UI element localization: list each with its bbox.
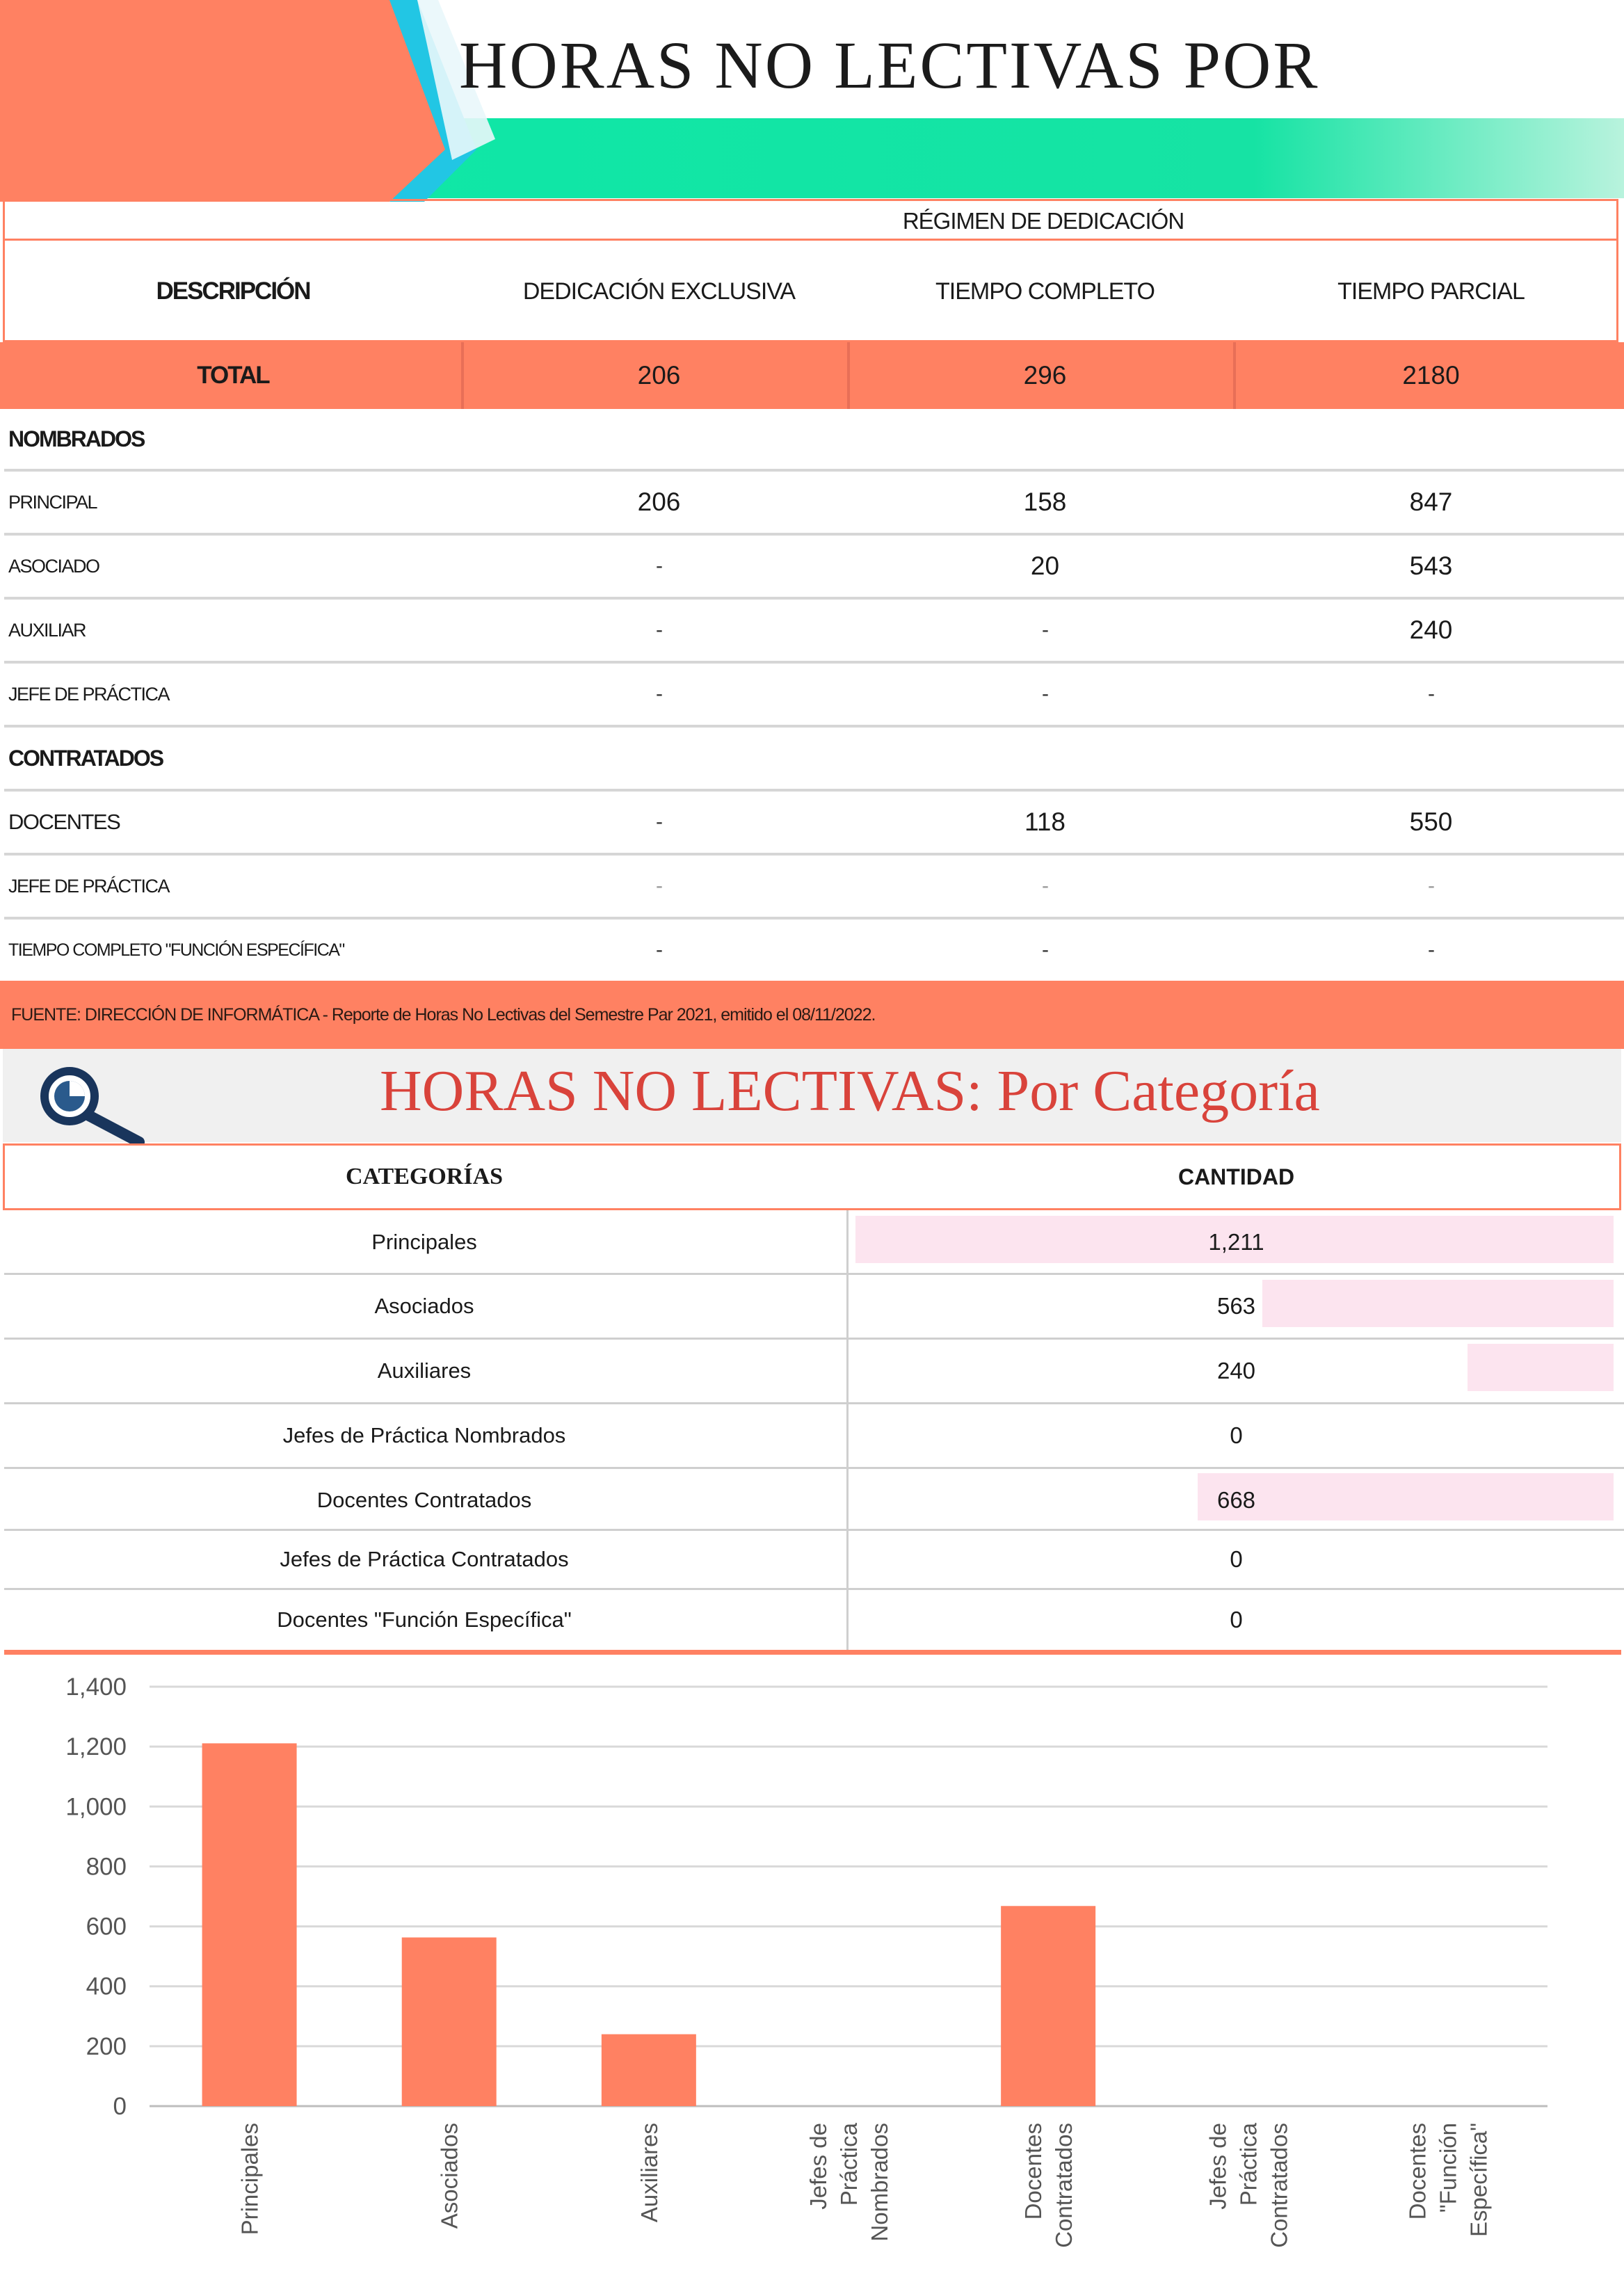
x-tick-label: "Función (1435, 2123, 1461, 2213)
category-label: Jefes de Práctica Nombrados (282, 1423, 566, 1447)
category-value: 563 (1216, 1293, 1256, 1319)
x-tick-label: Jefes de (805, 2123, 831, 2210)
x-tick-label: Práctica (836, 2123, 862, 2206)
x-tick-label: Contratados (1266, 2123, 1292, 2248)
row-value: - (1042, 874, 1048, 897)
row-value: - (656, 938, 662, 961)
col-categorias: CATEGORÍAS (345, 1164, 504, 1189)
col-tiempo-completo: TIEMPO COMPLETO (935, 278, 1155, 305)
col-tiempo-parcial: TIEMPO PARCIAL (1337, 278, 1525, 305)
category-label: Docentes "Función Específica" (277, 1607, 572, 1632)
total-label: TOTAL (197, 362, 269, 389)
x-tick-label: Jefes de (1205, 2123, 1231, 2210)
row-value: 118 (1024, 808, 1066, 836)
bar (402, 1938, 497, 2106)
y-tick-label: 800 (86, 1853, 127, 1881)
x-tick-label: Nombrados (867, 2123, 892, 2242)
category-value: 0 (1230, 1422, 1243, 1448)
x-tick-label: Auxiliares (636, 2123, 662, 2223)
regimen-header: RÉGIMEN DE DEDICACIÓN (902, 208, 1184, 234)
row-value: - (1428, 874, 1434, 897)
x-tick-label: Principales (236, 2123, 263, 2235)
chart-top-border (4, 1650, 1621, 1655)
category-value: 0 (1230, 1607, 1243, 1632)
search-icon (28, 1060, 146, 1143)
section2-title: HORAS NO LECTIVAS: Por Categoría (380, 1059, 1320, 1123)
row-divider (4, 725, 1624, 728)
row-value: - (656, 682, 662, 705)
row-value: - (1428, 682, 1434, 705)
row-value: - (1042, 618, 1048, 641)
row-label: ASOCIADO (8, 555, 99, 577)
page-title: HORAS NO LECTIVAS POR (459, 28, 1320, 102)
row-label: AUXILIAR (8, 619, 86, 641)
y-tick-label: 200 (86, 2032, 127, 2060)
category-value: 0 (1230, 1546, 1243, 1572)
category-value: 240 (1216, 1358, 1256, 1383)
row-value: 20 (1030, 552, 1060, 580)
row-value: 158 (1023, 488, 1067, 516)
bar-chart (0, 1655, 1624, 2296)
y-tick-label: 1,400 (65, 1673, 127, 1701)
row-label: DOCENTES (8, 810, 120, 834)
category-label: Jefes de Práctica Contratados (280, 1547, 569, 1571)
row-value: - (1042, 938, 1048, 961)
x-tick-label: Contratados (1051, 2123, 1077, 2248)
source-note: FUENTE: DIRECCIÓN DE INFORMÁTICA - Reporte de Horas No Lectivas del Semestre Par 2021, emitido el 08/11/2022. (11, 1004, 876, 1025)
col-descripcion: DESCRIPCIÓN (156, 278, 310, 305)
section-contratados: CONTRATADOS (8, 745, 163, 771)
col-dedicacion-exclusiva: DEDICACIÓN EXCLUSIVA (522, 278, 796, 305)
category-label: Principales (371, 1230, 477, 1254)
section-nombrados: NOMBRADOS (8, 426, 145, 451)
row-value: - (656, 554, 662, 577)
row-value: - (656, 874, 662, 897)
row-value: - (656, 618, 662, 641)
x-tick-label: Específica" (1465, 2123, 1492, 2237)
row-value: 206 (637, 488, 681, 516)
bar (1001, 1906, 1095, 2106)
bar (602, 2034, 696, 2106)
category-value: 1,211 (1208, 1229, 1264, 1255)
bar (202, 1743, 297, 2106)
row-label: TIEMPO COMPLETO "FUNCIÓN ESPECÍFICA" (8, 940, 344, 960)
row-value: - (1042, 682, 1048, 705)
category-label: Docentes Contratados (316, 1488, 532, 1512)
row-value: 847 (1409, 488, 1453, 516)
y-tick-label: 0 (113, 2093, 127, 2120)
row-value: - (656, 810, 662, 833)
total-value: 296 (1023, 361, 1067, 390)
row-label: JEFE DE PRÁCTICA (8, 683, 170, 705)
category-value: 668 (1216, 1487, 1256, 1513)
total-value: 2180 (1402, 361, 1460, 390)
x-tick-label: Práctica (1235, 2123, 1262, 2206)
total-value: 206 (637, 361, 681, 390)
y-tick-label: 600 (86, 1913, 127, 1941)
y-tick-label: 1,000 (65, 1793, 127, 1821)
y-tick-label: 400 (86, 1973, 127, 2000)
row-value: - (1428, 938, 1434, 961)
category-label: Asociados (374, 1294, 474, 1318)
x-tick-label: Asociados (436, 2123, 463, 2229)
category-label: Auxiliares (377, 1358, 472, 1383)
row-label: PRINCIPAL (8, 491, 97, 513)
row-value: 543 (1409, 552, 1453, 580)
y-tick-label: 1,200 (65, 1733, 127, 1761)
x-tick-label: Docentes (1404, 2123, 1431, 2220)
row-value: 550 (1409, 808, 1453, 836)
col-cantidad: CANTIDAD (1177, 1164, 1295, 1189)
row-label: JEFE DE PRÁCTICA (8, 875, 170, 897)
row-value: 240 (1409, 616, 1453, 644)
x-tick-label: Docentes (1020, 2123, 1047, 2220)
